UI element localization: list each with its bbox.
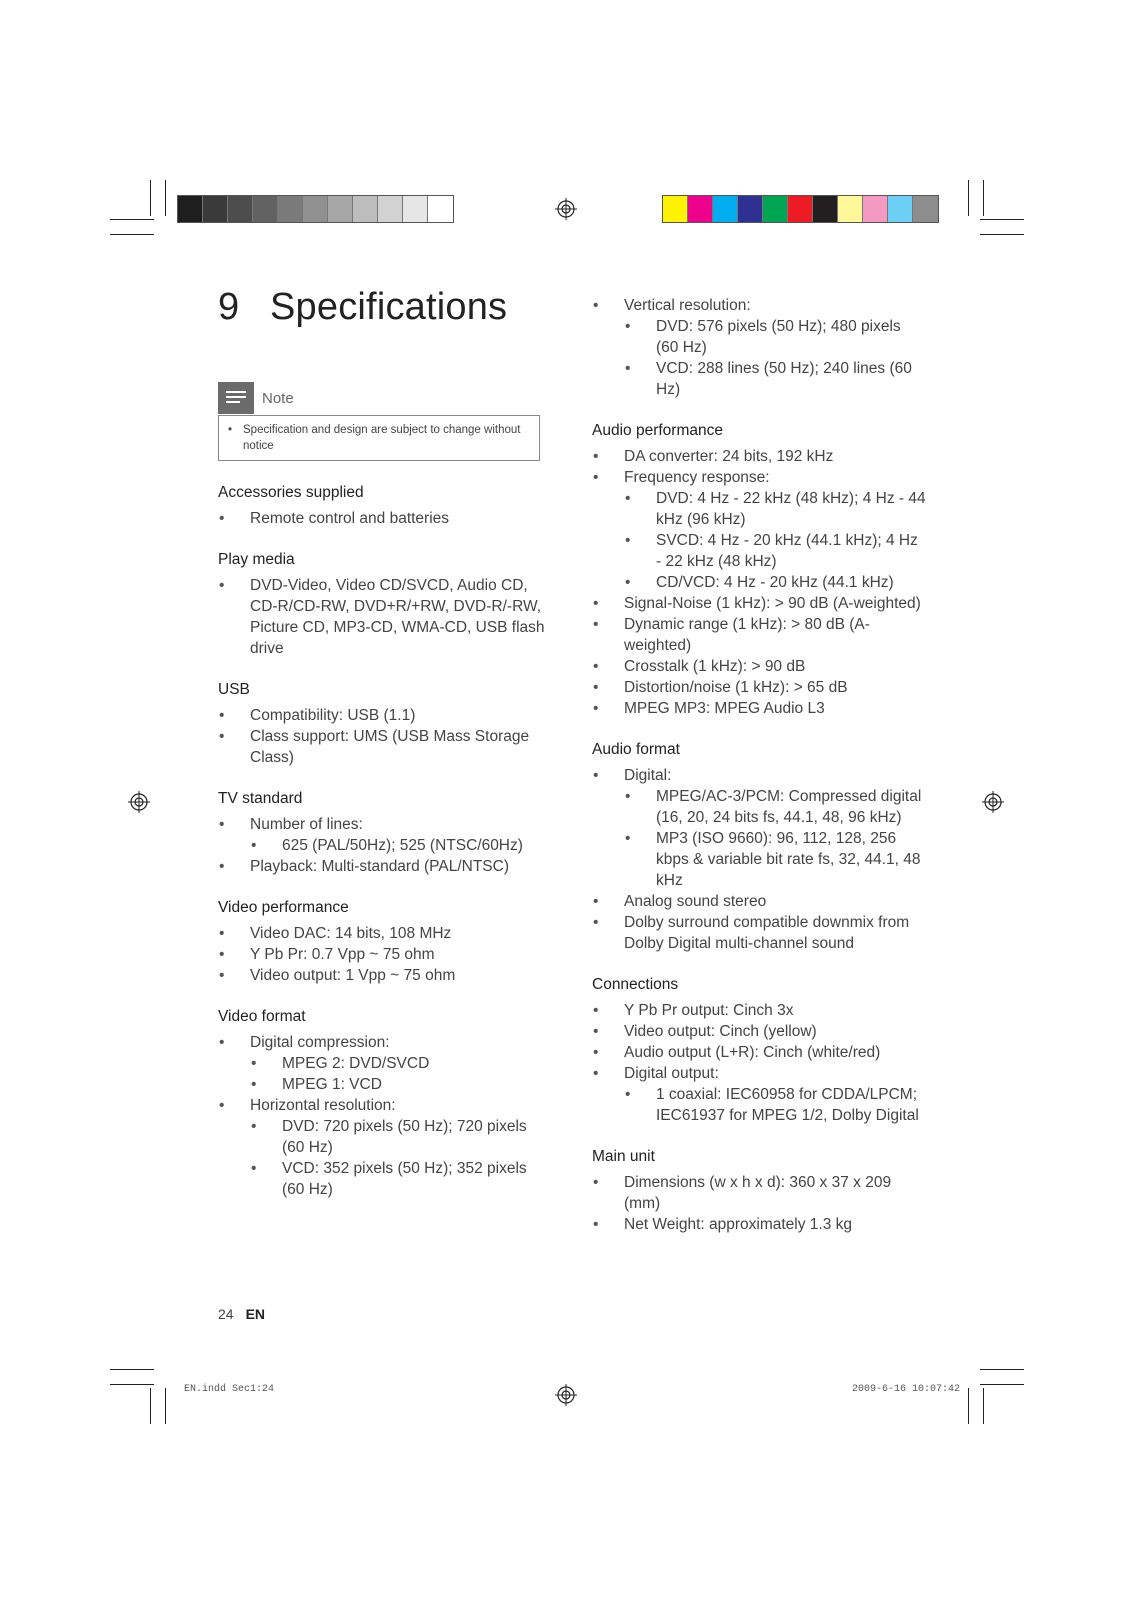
section-heading: Video performance	[218, 899, 349, 916]
spec-section	[592, 1146, 927, 1235]
spec-item-text: Frequency response:	[624, 469, 770, 486]
note-icon	[218, 382, 254, 414]
crop-mark	[983, 180, 984, 216]
color-swatch	[253, 196, 278, 222]
color-swatch	[813, 196, 838, 222]
crop-mark	[110, 1369, 154, 1370]
language-code: EN	[245, 1306, 266, 1322]
spec-section	[218, 679, 548, 768]
spec-section	[218, 549, 548, 659]
crop-mark	[983, 1388, 984, 1424]
left-column	[218, 482, 548, 1220]
spec-item	[592, 1214, 927, 1235]
spec-subitem: • SVCD: 4 Hz - 20 kHz (44.1 kHz); 4 Hz - 22 kHz (48 kHz)	[624, 530, 927, 572]
spec-item	[218, 923, 548, 944]
spec-item	[592, 446, 927, 467]
color-swatch	[788, 196, 813, 222]
spec-sublist	[250, 1116, 548, 1200]
spec-sublist	[624, 1084, 927, 1126]
spec-item-text: Distortion/noise (1 kHz): > 65 dB	[624, 679, 848, 696]
spec-item	[592, 1172, 927, 1214]
spec-list	[218, 705, 548, 768]
page-footer	[218, 1306, 265, 1322]
spec-item	[592, 656, 927, 677]
slug-timestamp: 2009-6-16 10:07:42	[852, 1384, 961, 1395]
spec-subitem: • MPEG 1: VCD	[250, 1074, 548, 1095]
spec-list	[592, 1172, 927, 1235]
note-text: Specification and design are subject to change without notice	[243, 424, 521, 452]
spec-item	[592, 1000, 927, 1021]
right-column	[592, 295, 927, 1255]
crop-mark	[980, 234, 1024, 235]
crop-mark	[980, 1369, 1024, 1370]
crop-mark	[110, 219, 154, 220]
spec-item	[218, 508, 548, 529]
spec-item-text: Crosstalk (1 kHz): > 90 dB	[624, 658, 806, 675]
spec-subitem: • 625 (PAL/50Hz); 525 (NTSC/60Hz)	[250, 835, 548, 856]
color-calibration-bar	[662, 195, 939, 223]
crop-mark	[968, 1388, 969, 1424]
spec-item	[592, 1042, 927, 1063]
spec-item	[592, 1063, 927, 1126]
spec-item-text: Digital output:	[624, 1065, 719, 1082]
crop-mark	[110, 1384, 154, 1385]
spec-sublist	[624, 786, 927, 891]
spec-section	[218, 1006, 548, 1200]
color-swatch	[328, 196, 353, 222]
spec-item-text: Playback: Multi-standard (PAL/NTSC)	[250, 858, 509, 875]
spec-item-text: DVD-Video, Video CD/SVCD, Audio CD, CD-R/CD-RW, DVD+R/+RW, DVD-R/-RW, Picture CD, MP3-CD, WMA-CD, USB flash drive	[250, 577, 545, 657]
note-label: Note	[262, 389, 294, 407]
spec-item-text: Video output: 1 Vpp ~ 75 ohm	[250, 967, 456, 984]
spec-list	[218, 508, 548, 529]
spec-item	[592, 891, 927, 912]
spec-section	[592, 295, 927, 400]
spec-subitem: • VCD: 288 lines (50 Hz); 240 lines (60 Hz)	[624, 358, 927, 400]
spec-item-text: Vertical resolution:	[624, 297, 751, 314]
spec-item-text: Net Weight: approximately 1.3 kg	[624, 1216, 853, 1233]
color-swatch	[278, 196, 303, 222]
spec-section	[592, 739, 927, 954]
spec-item	[218, 814, 548, 856]
crop-mark	[150, 1388, 151, 1424]
section-heading: Audio performance	[592, 422, 723, 439]
color-swatch	[688, 196, 713, 222]
crop-mark	[150, 180, 151, 216]
spec-item-text: Dimensions (w x h x d): 360 x 37 x 209 (mm)	[624, 1174, 892, 1212]
section-heading: Audio format	[592, 741, 680, 758]
spec-item	[592, 765, 927, 891]
color-swatch	[303, 196, 328, 222]
spec-item-text: Y Pb Pr: 0.7 Vpp ~ 75 ohm	[250, 946, 435, 963]
spec-item	[592, 614, 927, 656]
spec-item-text: Digital:	[624, 767, 672, 784]
section-heading: Play media	[218, 551, 295, 568]
color-swatch	[178, 196, 203, 222]
page-number: 24	[218, 1306, 234, 1322]
color-swatch	[863, 196, 888, 222]
spec-item-text: Compatibility: USB (1.1)	[250, 707, 416, 724]
color-swatch	[713, 196, 738, 222]
spec-section	[592, 974, 927, 1126]
crop-mark	[165, 180, 166, 216]
spec-sublist	[624, 316, 927, 400]
note-box: • Specification and design are subject to change without notice	[218, 415, 540, 461]
spec-subitem: • MPEG 2: DVD/SVCD	[250, 1053, 548, 1074]
crop-mark	[968, 180, 969, 216]
spec-item	[218, 856, 548, 877]
spec-list	[592, 446, 927, 719]
color-swatch	[738, 196, 763, 222]
spec-item	[592, 295, 927, 400]
spec-list	[592, 765, 927, 954]
spec-sublist	[250, 835, 548, 856]
crop-mark	[980, 1384, 1024, 1385]
section-heading: Accessories supplied	[218, 484, 364, 501]
spec-item-text: Dynamic range (1 kHz): > 80 dB (A-weighted)	[624, 616, 870, 654]
color-swatch	[913, 196, 938, 222]
spec-sublist	[250, 1053, 548, 1095]
spec-list	[218, 1032, 548, 1200]
registration-mark-icon	[128, 791, 150, 813]
spec-section	[218, 482, 548, 529]
spec-list	[218, 923, 548, 986]
spec-item	[592, 698, 927, 719]
section-heading: Video format	[218, 1008, 306, 1025]
page-title	[218, 286, 507, 329]
registration-mark-icon	[555, 198, 577, 220]
spec-list	[592, 295, 927, 400]
spec-item	[218, 575, 548, 659]
color-swatch	[378, 196, 403, 222]
chapter-title: Specifications	[270, 286, 508, 328]
spec-subitem: • DVD: 576 pixels (50 Hz); 480 pixels (60 Hz)	[624, 316, 927, 358]
spec-subitem: • 1 coaxial: IEC60958 for CDDA/LPCM; IEC61937 for MPEG 1/2, Dolby Digital	[624, 1084, 927, 1126]
spec-subitem: • MPEG/AC-3/PCM: Compressed digital (16, 20, 24 bits fs, 44.1, 48, 96 kHz)	[624, 786, 927, 828]
section-heading: Connections	[592, 976, 679, 993]
color-swatch	[838, 196, 863, 222]
note-header	[218, 382, 294, 414]
spec-item	[592, 677, 927, 698]
spec-item	[592, 1021, 927, 1042]
section-heading: TV standard	[218, 790, 303, 807]
crop-mark	[165, 1388, 166, 1424]
spec-item	[218, 705, 548, 726]
slug-file-info: EN.indd Sec1:24	[184, 1384, 275, 1395]
spec-item-text: MPEG MP3: MPEG Audio L3	[624, 700, 825, 717]
spec-item-text: Remote control and batteries	[250, 510, 450, 527]
section-heading: Main unit	[592, 1148, 655, 1165]
crop-mark	[110, 234, 154, 235]
registration-mark-icon	[555, 1384, 577, 1406]
color-swatch	[888, 196, 913, 222]
spec-subitem: • DVD: 720 pixels (50 Hz); 720 pixels (60 Hz)	[250, 1116, 548, 1158]
color-swatch	[203, 196, 228, 222]
spec-item	[592, 467, 927, 593]
spec-subitem: • DVD: 4 Hz - 22 kHz (48 kHz); 4 Hz - 44 kHz (96 kHz)	[624, 488, 927, 530]
spec-list	[218, 814, 548, 877]
spec-item	[218, 1032, 548, 1095]
spec-item-text: Horizontal resolution:	[250, 1097, 396, 1114]
registration-mark-icon	[982, 791, 1004, 813]
spec-item-text: Dolby surround compatible downmix from Dolby Digital multi-channel sound	[624, 914, 910, 952]
color-swatch	[663, 196, 688, 222]
color-swatch	[403, 196, 428, 222]
spec-item	[218, 1095, 548, 1200]
spec-item	[218, 726, 548, 768]
spec-item	[592, 912, 927, 954]
section-heading: USB	[218, 681, 250, 698]
spec-list	[592, 1000, 927, 1126]
spec-item-text: Number of lines:	[250, 816, 363, 833]
color-swatch	[353, 196, 378, 222]
spec-item-text: Signal-Noise (1 kHz): > 90 dB (A-weighted)	[624, 595, 921, 612]
spec-item	[218, 944, 548, 965]
gray-calibration-bar	[177, 195, 454, 223]
color-swatch	[428, 196, 453, 222]
spec-section	[218, 897, 548, 986]
spec-item-text: Analog sound stereo	[624, 893, 767, 910]
chapter-number: 9	[218, 286, 240, 328]
spec-item-text: Video output: Cinch (yellow)	[624, 1023, 817, 1040]
spec-item-text: Digital compression:	[250, 1034, 390, 1051]
spec-section	[218, 788, 548, 877]
spec-list	[218, 575, 548, 659]
spec-subitem: • VCD: 352 pixels (50 Hz); 352 pixels (60 Hz)	[250, 1158, 548, 1200]
spec-item-text: Class support: UMS (USB Mass Storage Class)	[250, 728, 530, 766]
spec-item-text: Video DAC: 14 bits, 108 MHz	[250, 925, 452, 942]
spec-section	[592, 420, 927, 719]
spec-subitem: • CD/VCD: 4 Hz - 20 kHz (44.1 kHz)	[624, 572, 927, 593]
crop-mark	[980, 219, 1024, 220]
spec-item-text: DA converter: 24 bits, 192 kHz	[624, 448, 834, 465]
spec-sublist	[624, 488, 927, 593]
spec-item	[592, 593, 927, 614]
spec-item	[218, 965, 548, 986]
color-swatch	[763, 196, 788, 222]
spec-item-text: Audio output (L+R): Cinch (white/red)	[624, 1044, 881, 1061]
color-swatch	[228, 196, 253, 222]
spec-subitem: • MP3 (ISO 9660): 96, 112, 128, 256 kbps & variable bit rate fs, 32, 44.1, 48 kHz	[624, 828, 927, 891]
spec-item-text: Y Pb Pr output: Cinch 3x	[624, 1002, 794, 1019]
